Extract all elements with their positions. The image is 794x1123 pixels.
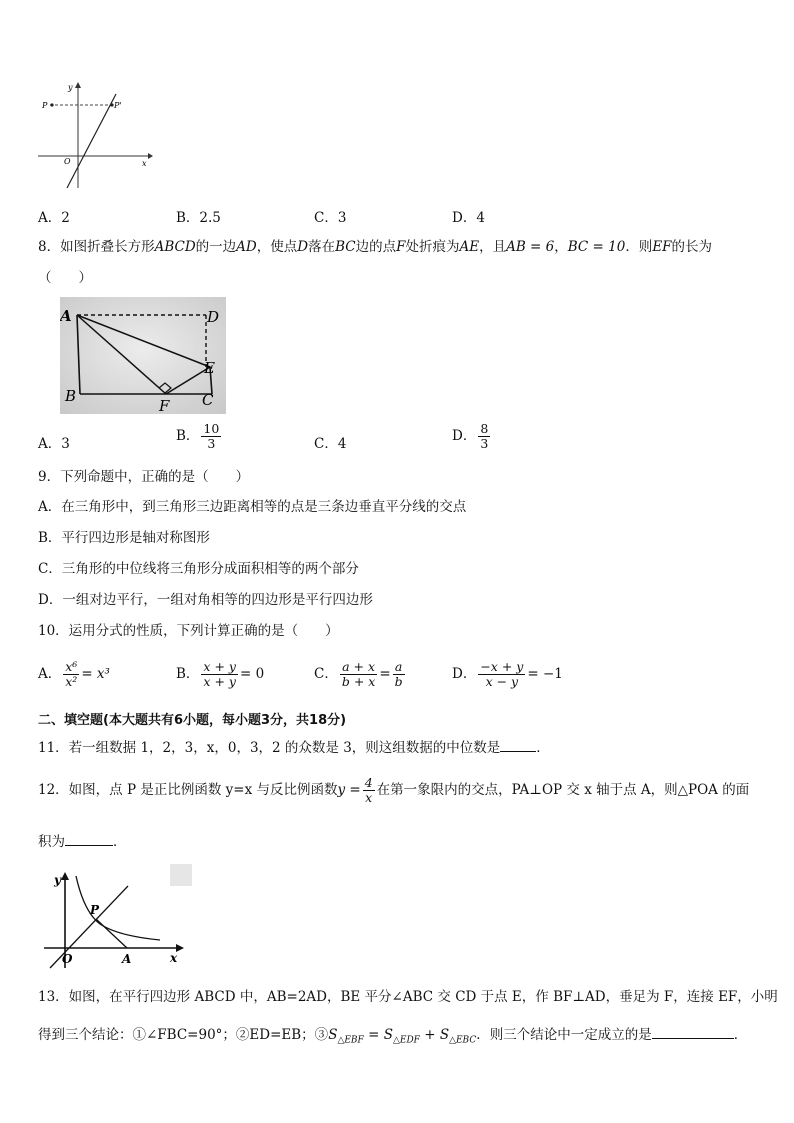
q10-option-c-fraction2 <box>393 660 405 689</box>
q8-ab-eq: AB = 6 <box>506 239 555 255</box>
q8-option-b-label: B． <box>176 428 200 444</box>
q8-text: ， <box>554 239 568 255</box>
q10-option-b <box>176 660 264 689</box>
q7-point-p <box>50 103 53 106</box>
q8-stem <box>38 237 712 257</box>
q8-option-b-den: 3 <box>201 436 221 451</box>
q8-rectangle-figure <box>60 297 226 414</box>
q12-text: 在第一象限内的交点，PA⊥OP 交 x 轴于点 A，则△POA 的面 <box>376 782 750 798</box>
q13-s2: S <box>383 1027 393 1043</box>
q10-option-d-fraction <box>478 660 525 689</box>
q7-label-p: P <box>42 101 48 110</box>
q13-eq: = <box>363 1027 384 1043</box>
q8-text: 处折痕为 <box>405 239 460 255</box>
q8-option-b-fraction <box>201 422 221 451</box>
q8-option-a: A．3 <box>38 436 70 452</box>
q10-option-d-label: D． <box>452 666 477 682</box>
q8-text: 的一边 <box>195 239 237 255</box>
q12-den: x <box>363 790 375 805</box>
q13-plus: + <box>419 1027 440 1043</box>
q8-label-a: A <box>60 307 72 325</box>
q12-stem-line2 <box>38 831 127 852</box>
q10-option-b-fraction <box>201 660 238 689</box>
q13-answer-blank[interactable] <box>652 1024 734 1039</box>
q8-f: F <box>396 239 406 255</box>
q11-text: 11．若一组数据 1，2，3，x，0，3，2 的众数是 3，则这组数据的中位数是 <box>38 740 501 756</box>
q12-stem <box>38 776 749 805</box>
q12-label-y: y <box>54 873 61 887</box>
q8-option-d <box>452 422 492 451</box>
q13-s3: S <box>439 1027 450 1043</box>
q8-label-b: B <box>65 387 77 405</box>
q12-y-eq: y = <box>337 782 361 798</box>
q7-coordinate-figure <box>30 78 155 193</box>
q13-end: ． <box>733 1027 748 1043</box>
q7-label-o: O <box>64 157 71 166</box>
q12-scan-smudge <box>170 864 192 886</box>
q10-b-den: x + y <box>203 674 236 689</box>
q9-option-b: B．平行四边形是轴对称图形 <box>38 530 210 546</box>
q10-option-a-fraction <box>63 660 79 689</box>
q8-label-e: E <box>204 359 215 377</box>
q8-text: ．则 <box>625 239 653 255</box>
q12-fraction <box>363 776 375 805</box>
q8-option-b-num: 10 <box>203 421 220 436</box>
q10-b-num: x + y <box>203 659 236 674</box>
q12-y-arrow <box>61 872 69 880</box>
q8-text: ，使点 <box>256 239 298 255</box>
q8-text: 8．如图折叠长方形 <box>38 239 155 255</box>
q8-ef: EF <box>652 239 672 255</box>
q10-option-a-label: A． <box>38 666 62 682</box>
q10-c-eq: = <box>379 666 391 682</box>
q8-text: ，且 <box>479 239 507 255</box>
q12-num: 4 <box>364 775 373 790</box>
q13-text: 得到三个结论：①∠FBC=90°；②ED=EB；③ <box>38 1027 329 1043</box>
q8-ae: AE <box>459 239 480 255</box>
q8-paren: （ ） <box>38 270 92 286</box>
q10-b-rhs: = 0 <box>239 666 265 682</box>
q8-label-f: F <box>159 397 170 414</box>
q11-stem <box>38 737 550 758</box>
q7-option-c: C．3 <box>314 210 347 226</box>
q13-s3-sub: △EBC <box>449 1035 477 1046</box>
q10-option-c-fraction1 <box>340 660 377 689</box>
q10-option-a <box>38 660 110 689</box>
q10-option-c <box>314 660 407 689</box>
q12-label-a: A <box>122 952 132 966</box>
q8-option-d-fraction <box>478 422 490 451</box>
q10-option-d <box>452 660 563 689</box>
q8-rect: ABCD <box>154 239 196 255</box>
q8-text: 的长为 <box>671 239 713 255</box>
q12-text: 12．如图，点 P 是正比例函数 y=x 与反比例函数 <box>38 782 338 798</box>
q7-label-x: x <box>142 159 147 168</box>
q13-stem-line1: 13．如图，在平行四边形 ABCD 中，AB=2AD，BE 平分∠ABC 交 CD 于点 E，作 BF⊥AD，垂足为 F，连接 EF，小明 <box>38 989 778 1005</box>
q10-a-num: x⁶ <box>65 659 78 674</box>
q8-option-b <box>176 422 223 451</box>
q8-option-d-num: 8 <box>480 421 489 436</box>
q10-d-rhs: = −1 <box>527 666 563 682</box>
q8-ad: AD <box>236 239 257 255</box>
q7-x-arrow <box>148 153 153 159</box>
q7-line <box>67 94 116 188</box>
q9-option-a: A．在三角形中，到三角形三边距离相等的点是三条边垂直平分线的交点 <box>38 499 467 515</box>
q7-label-p2: P' <box>114 101 122 110</box>
q9-stem: 9．下列命题中，正确的是（ ） <box>38 469 250 485</box>
q7-option-d: D．4 <box>452 210 485 226</box>
q13-text: ．则三个结论中一定成立的是 <box>476 1027 652 1043</box>
q8-label-c: C <box>202 391 214 409</box>
q10-a-rhs: = x³ <box>81 666 110 682</box>
q7-y-arrow <box>75 82 81 88</box>
q10-c-den2: b <box>394 674 403 689</box>
q8-bc: BC <box>335 239 356 255</box>
q8-option-d-den: 3 <box>480 436 489 451</box>
q8-label-d: D <box>207 308 220 326</box>
q10-a-den: x² <box>65 674 78 689</box>
q10-d-den: x − y <box>478 674 525 689</box>
q12-label-p: P <box>90 903 100 917</box>
q7-label-y: y <box>68 83 73 92</box>
q7-option-b: B．2.5 <box>176 210 221 226</box>
q12-text: 积为 <box>38 834 65 850</box>
q12-label-o: O <box>62 952 73 966</box>
q10-d-num: −x + y <box>480 659 524 674</box>
q11-answer-blank[interactable] <box>500 737 536 752</box>
q12-label-x: x <box>170 951 178 965</box>
q10-c-num1: a + x <box>342 659 376 674</box>
q7-option-a: A．2 <box>38 210 70 226</box>
q12-end: ． <box>113 834 127 850</box>
q13-s1-sub: △EBF <box>337 1035 364 1046</box>
q13-s2-sub: △EDF <box>392 1035 420 1046</box>
q8-text: 边的点 <box>355 239 397 255</box>
q8-bc-eq: BC = 10 <box>567 239 626 255</box>
q10-c-num2: a <box>394 659 403 674</box>
q10-option-c-label: C． <box>314 666 338 682</box>
q9-option-d: D．一组对边平行，一组对角相等的四边形是平行四边形 <box>38 592 373 608</box>
q12-function-figure <box>40 864 192 972</box>
q11-end: ． <box>536 740 550 756</box>
q13-stem-line2 <box>38 1024 747 1051</box>
q8-option-d-label: D． <box>452 428 477 444</box>
q8-d: D <box>297 239 309 255</box>
q8-text: 落在 <box>308 239 336 255</box>
q12-answer-blank[interactable] <box>65 831 113 846</box>
q13-s1: S <box>328 1027 338 1043</box>
section-2-heading: 二、填空题(本大题共有6小题，每小题3分，共18分) <box>38 713 347 728</box>
q10-stem: 10．运用分式的性质，下列计算正确的是（ ） <box>38 623 339 639</box>
q8-option-c: C．4 <box>314 436 347 452</box>
q10-option-b-label: B． <box>176 666 200 682</box>
q10-c-den1: b + x <box>341 674 376 689</box>
q12-x-arrow <box>176 944 184 952</box>
q12-hyperbola <box>76 876 160 940</box>
q9-option-c: C．三角形的中位线将三角形分成面积相等的两个部分 <box>38 561 359 577</box>
